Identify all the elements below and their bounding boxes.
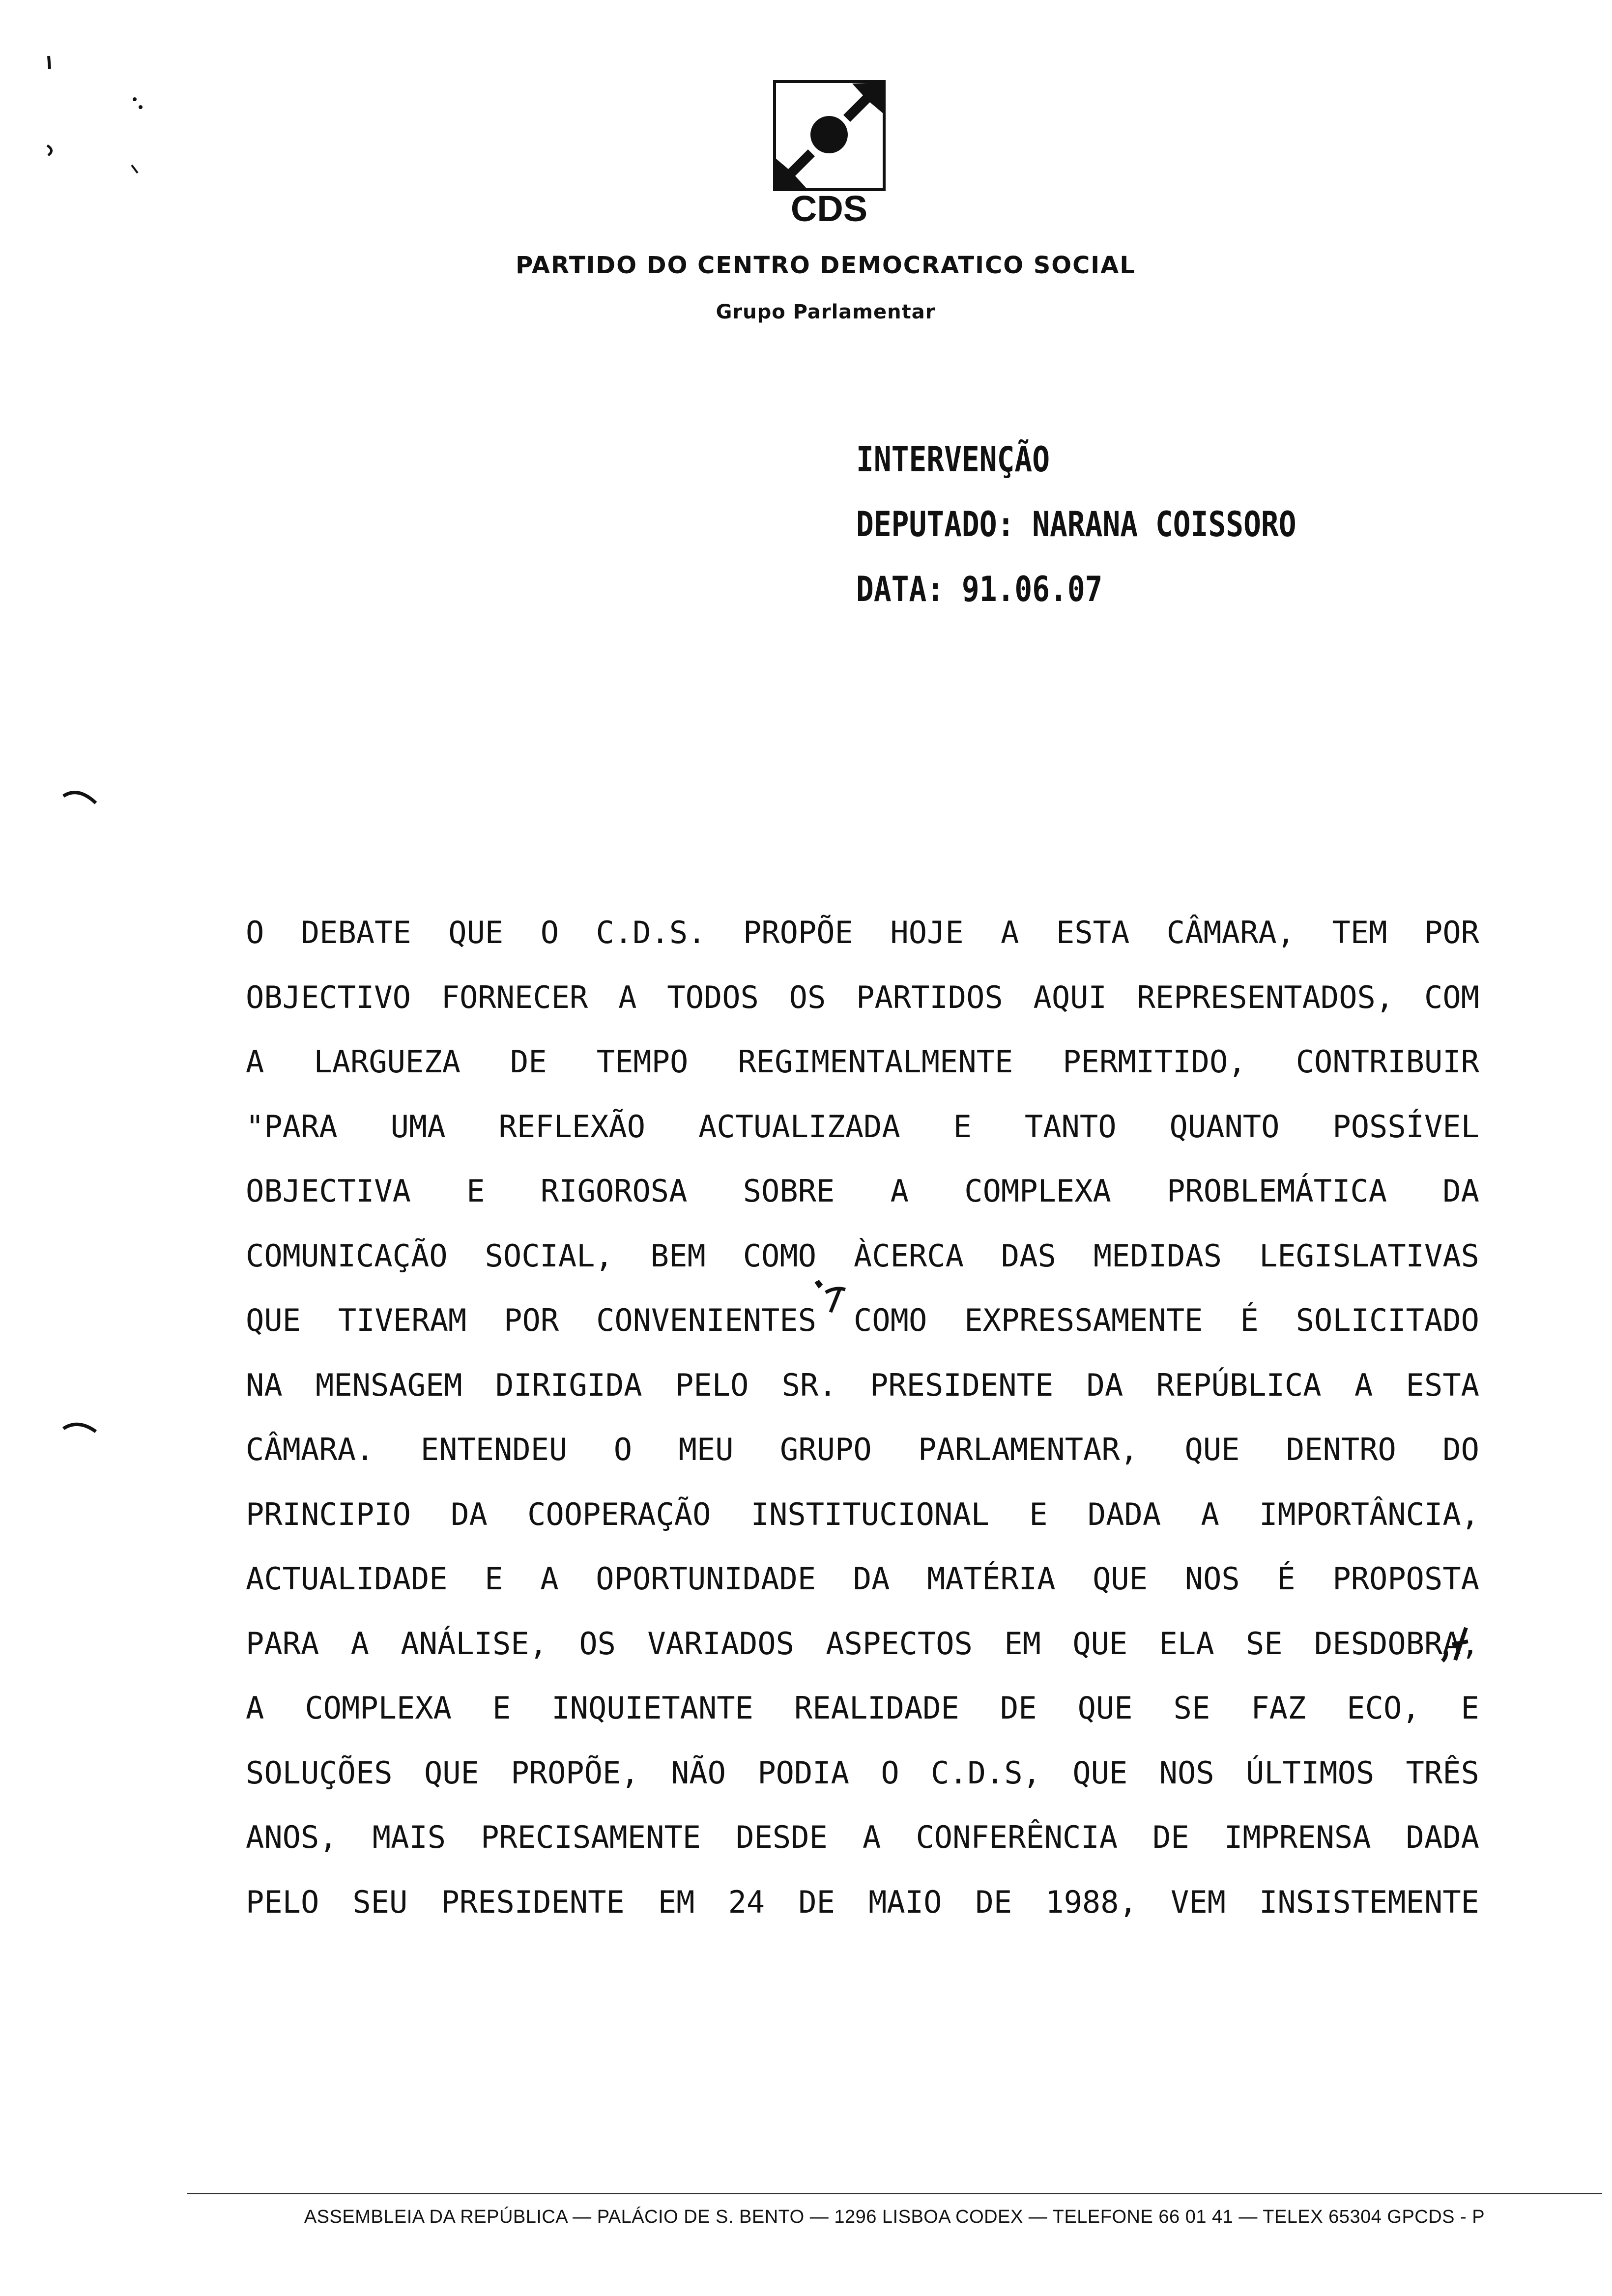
body-line: SOLUÇÕES QUE PROPÕE, NÃO PODIA O C.D.S, QUE NOS ÚLTIMOS TRÊS xyxy=(246,1754,1479,1791)
body-line: NA MENSAGEM DIRIGIDA PELO SR. PRESIDENTE DA REPÚBLICA A ESTA xyxy=(246,1367,1479,1403)
body-line: "PARA UMA REFLEXÃO ACTUALIZADA E TANTO QUANTO POSSÍVEL xyxy=(246,1108,1479,1145)
logo-text: CDS xyxy=(790,188,868,226)
speech-title: INTERVENÇÃO xyxy=(856,439,1050,480)
body-line: O DEBATE QUE O C.D.S. PROPÕE HOJE A ESTA CÂMARA, TEM POR xyxy=(246,915,1479,950)
handwritten-comma-mark xyxy=(1438,1622,1477,1666)
body-line: CÂMARA. ENTENDEU O MEU GRUPO PARLAMENTAR, QUE DENTRO DO xyxy=(246,1432,1479,1467)
deputy-line: DEPUTADO: NARANA COISSORO xyxy=(856,504,1296,545)
body-line: PELO SEU PRESIDENTE EM 24 DE MAIO DE 1988, VEM INSISTEMENTE xyxy=(246,1884,1479,1920)
body-line: ACTUALIDADE E A OPORTUNIDADE DA MATÉRIA QUE NOS É PROPOSTA xyxy=(246,1561,1479,1597)
body-line: QUE TIVERAM POR CONVENIENTES COMO EXPRESSAMENTE É SOLICITADO xyxy=(246,1302,1479,1338)
body-line: PARA A ANÁLISE, OS VARIADOS ASPECTOS EM QUE ELA SE DESDOBRA, xyxy=(246,1625,1479,1662)
cds-logo xyxy=(772,79,887,226)
body-line: OBJECTIVA E RIGOROSA SOBRE A COMPLEXA PROBLEMÁTICA DA xyxy=(246,1173,1479,1209)
party-name: PARTIDO DO CENTRO DEMOCRATICO SOCIAL xyxy=(516,252,1136,279)
margin-mark xyxy=(61,786,101,806)
handwritten-correction-mark xyxy=(811,1278,850,1322)
speech-body xyxy=(246,900,1479,1934)
body-line: A COMPLEXA E INQUIETANTE REALIDADE DE QUE SE FAZ ECO, E xyxy=(246,1690,1479,1726)
body-line: A LARGUEZA DE TEMPO REGIMENTALMENTE PERMITIDO, CONTRIBUIR xyxy=(246,1044,1479,1080)
margin-mark xyxy=(42,54,57,74)
margin-mark xyxy=(128,93,147,113)
footer-divider xyxy=(187,2193,1602,2194)
party-subtitle: Grupo Parlamentar xyxy=(716,301,936,323)
footer-address: ASSEMBLEIA DA REPÚBLICA — PALÁCIO DE S. BENTO — 1296 LISBOA CODEX — TELEFONE 66 01 41 — TELEX 65304 GPCDS - P xyxy=(304,2207,1485,2227)
margin-mark xyxy=(61,1418,101,1437)
date-line: DATA: 91.06.07 xyxy=(856,569,1103,609)
speech-header xyxy=(856,439,1374,637)
margin-mark xyxy=(129,162,141,177)
body-line: OBJECTIVO FORNECER A TODOS OS PARTIDOS AQUI REPRESENTADOS, COM xyxy=(246,979,1479,1015)
body-line: COMUNICAÇÃO SOCIAL, BEM COMO ÀCERCA DAS MEDIDAS LEGISLATIVAS xyxy=(246,1237,1479,1274)
margin-mark xyxy=(44,143,59,157)
body-line: PRINCIPIO DA COOPERAÇÃO INSTITUCIONAL E DADA A IMPORTÂNCIA, xyxy=(246,1496,1479,1532)
body-line: ANOS, MAIS PRECISAMENTE DESDE A CONFERÊNCIA DE IMPRENSA DADA xyxy=(246,1819,1479,1855)
